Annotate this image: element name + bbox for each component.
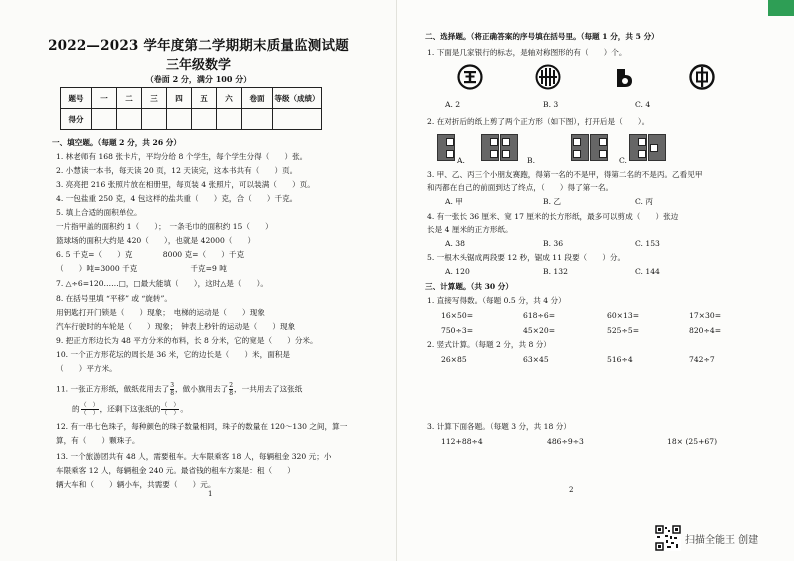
bank-logo-icon [689,64,715,90]
bank-logo-icon [457,64,483,90]
score-cell: 卷面 [242,88,273,109]
question-line: 6. 5 千克=（ ）克 8000 克=（ ）千克 [56,250,245,259]
option-c-figure [629,134,666,161]
square-cut [490,138,498,146]
question-line: 7. △÷6=120……□，□最大能填（ ），这时△是（ ）。 [56,279,269,288]
score-cell: 等级（成绩） [273,88,322,109]
question-line: 3. 亮亮把 216 张照片放在相册里，每页装 4 张照片，可以装满（ ）页。 [56,180,315,189]
question-line: 13. 一个旅游团共有 48 人，需要租车。大车限乘客 18 人，每辆租金 320 元；小 [56,452,332,461]
question-line: 2. 竖式计算。（每题 2 分，共 8 分） [427,340,551,349]
score-cell: 得分 [61,109,92,130]
calc-item: 742÷7 [689,355,715,364]
score-table-header-row [61,88,322,109]
question-line: 汽车行驶时的车轮是（ ）现象； 钟表上秒针的运动是（ ）现象 [56,322,296,331]
option-label: C. 丙 [635,197,653,206]
option-label: B. 3 [543,100,559,109]
score-input-cell [117,109,142,130]
paper-panel [571,134,589,161]
score-table-score-row [61,109,322,130]
option-label: B. 36 [543,239,564,248]
calc-item: 45×20= [523,326,556,335]
question-line: 2. 小慧读一本书，每天读 20 页，12 天读完，这本书共有（ ）页。 [56,166,298,175]
calc-item: 63×45 [523,355,549,364]
calc-item: 60×13= [607,311,640,320]
question-line: 3. 甲、乙、丙三个小朋友赛跑，得第一名的不是甲，得第二名的不是丙。乙看见甲 [427,170,703,179]
question-line: 4. 一包盐重 250 克，4 包这样的盐共重（ ）克，合（ ）千克。 [56,194,298,203]
fraction-blank-denominator: （ ） [161,410,180,417]
option-label: A. 120 [445,267,470,276]
paper-panel [481,134,499,161]
q11-text-d2: ，还剩下这张纸的 [99,404,161,414]
question-line: 12. 有一串七色珠子，每种颜色的珠子数量相同，珠子的数量在 120～130 之间，算一 [56,422,348,431]
fraction-numerator: 3 [170,382,175,389]
calc-item: 516÷4 [607,355,633,364]
fraction-blank [81,402,99,417]
question-line: 长是 4 厘米的正方形纸。 [427,225,513,234]
square-cut [502,150,510,158]
exam-subject: 三年级数学 [165,58,231,73]
fraction-three-eighths [170,382,174,397]
section-heading: 二、选择题。（将正确答案的序号填在括号里。（每题 1 分，共 5 分） [425,32,659,41]
square-cut [446,138,454,146]
score-cell: 三 [142,88,167,109]
option-label: A. 38 [445,239,465,248]
scanner-watermark: 扫描全能王 创建 [685,535,759,546]
question-11-line-2 [72,402,188,417]
section-heading: 三、计算题。（共 30 分） [425,282,513,291]
fraction-numerator: 2 [229,382,234,389]
fraction-blank-numerator: （ ） [80,402,99,409]
square-cut [502,138,510,146]
calc-item: 820÷4= [689,326,722,335]
question-line: 1. 下面是几家银行的标志，是轴对称图形的有（ ）个。 [427,48,627,57]
question-line: 1. 直接写得数。（每题 0.5 分，共 4 分） [427,296,566,305]
score-input-cell [167,109,192,130]
q11-text-a: 11. 一张正方形纸，做纸花用去了 [56,384,170,394]
question-line: 算，有（ ）颗珠子。 [56,436,140,445]
question-line: 5. 填上合适的面积单位。 [56,208,142,217]
square-cut [599,138,607,146]
question-line: 车限乘客 12 人，每辆租金 240 元。最省钱的租车方案是：租（ ） [56,466,295,475]
option-label: B. 乙 [543,197,562,206]
question-line: 用钥匙打开门锁是（ ）现象； 电梯的运动是（ ）现象 [56,308,265,317]
option-label: C. [619,156,627,165]
score-input-cell [217,109,242,130]
option-label: A. 甲 [445,197,463,206]
option-label: B. [527,156,535,165]
question-line: 10. 一个正方形花坛的周长是 36 米，它的边长是（ ）米，面积是 [56,350,291,359]
qr-code-icon [655,525,681,551]
question-line: 4. 有一张长 36 厘米、宽 17 厘米的长方形纸，最多可以剪成（ ）张边 [427,212,679,221]
calc-item: 16×50= [441,311,474,320]
section-heading: 一、填空题。（每题 2 分，共 26 分） [52,138,181,147]
question-line: 和丙都在自己的前面到达了终点，（ ）得了第一名。 [427,183,614,192]
score-input-cell [273,109,322,130]
right-page [397,0,794,561]
corner-tab [768,0,794,16]
page-number: 2 [569,486,574,494]
q11-text-d3: 。 [180,404,188,414]
score-input-cell [242,109,273,130]
question-11-line [56,382,302,397]
square-cut [650,144,658,152]
calc-item: 750÷3= [441,326,474,335]
score-input-cell [92,109,117,130]
exam-title: 2022—2023 学年度第二学期期末质量监测试题 [48,38,349,54]
question-line: 篮球场的面积大约是 420（ ），也就是 42000（ ） [56,236,256,245]
question-line: 8. 在括号里填 “平移” 或 “旋转”。 [56,294,172,303]
fraction-denominator: 8 [170,390,175,397]
square-cut [490,150,498,158]
calc-item: 17×30= [689,311,722,320]
option-label: B. 132 [543,267,568,276]
option-a-figure [481,134,518,161]
exam-meta: （卷面 2 分，满分 100 分） [145,74,252,84]
option-b-figure [571,134,608,161]
fraction-two-eighths [229,382,233,397]
score-cell: 六 [217,88,242,109]
question-line: （ ）吨=3000 千克 千克=9 吨 [56,264,227,273]
square-cut [638,138,646,146]
score-cell: 题号 [61,88,92,109]
square-cut [638,150,646,158]
paper-panel [629,134,647,161]
question-line: 5. 一根木头锯成两段要 12 秒，锯成 11 段要（ ）分。 [427,253,626,262]
fraction-blank-numerator: （ ） [161,402,180,409]
score-table [60,87,322,130]
score-cell: 五 [192,88,217,109]
folded-paper-figure [437,134,455,161]
bank-logo-icon [611,64,637,90]
option-label: A. 2 [445,100,461,109]
q11-text-d1: 的 [72,404,80,414]
square-cut [599,150,607,158]
option-label: C. 153 [635,239,660,248]
paper-panel [500,134,518,161]
fraction-blank [161,402,179,417]
square-cut [446,150,454,158]
question-line: 9. 把正方形边长为 48 平方分米的布料，长 8 分米，它的宽是（ ）分米。 [56,336,318,345]
question-line: 1. 林老师有 168 张卡片，平均分给 8 个学生，每个学生分得（ ）张。 [56,152,308,161]
page-number: 1 [208,490,213,498]
paper-panel [437,134,455,161]
option-label: C. 144 [635,267,660,276]
score-cell: 四 [167,88,192,109]
score-input-cell [142,109,167,130]
option-label: C. 4 [635,100,651,109]
paper-panel [648,134,666,161]
fraction-denominator: 8 [229,390,234,397]
score-input-cell [192,109,217,130]
option-label: A. [457,156,465,165]
calc-item: 525÷5= [607,326,640,335]
paper-panel [590,134,608,161]
calc-item: 26×85 [441,355,467,364]
question-line: 一片指甲盖的面积约 1（ ）； 一条毛巾的面积约 15（ ） [56,222,273,231]
question-line: 2. 在对折后的纸上剪了两个正方形（如下图），打开后是（ ）。 [427,117,650,126]
calc-item: 18× (25+67) [667,437,718,446]
calc-item: 112+88÷4 [441,437,483,446]
fraction-blank-denominator: （ ） [80,410,99,417]
square-cut [573,138,581,146]
score-cell: 一 [92,88,117,109]
question-line: （ ）平方米。 [56,364,117,373]
q11-text-b: ，做小旗用去了 [175,384,229,394]
bank-logo-icon [535,64,561,90]
square-cut [573,150,581,158]
calc-item: 618÷6= [523,311,556,320]
question-line: 3. 计算下面各题。（每题 3 分，共 18 分） [427,422,571,431]
calc-item: 486÷9÷3 [547,437,584,446]
question-line: 辆大车和（ ）辆小车，共需要（ ）元。 [56,480,216,489]
q11-text-c: ，一共用去了这张纸 [234,384,303,394]
score-cell: 二 [117,88,142,109]
